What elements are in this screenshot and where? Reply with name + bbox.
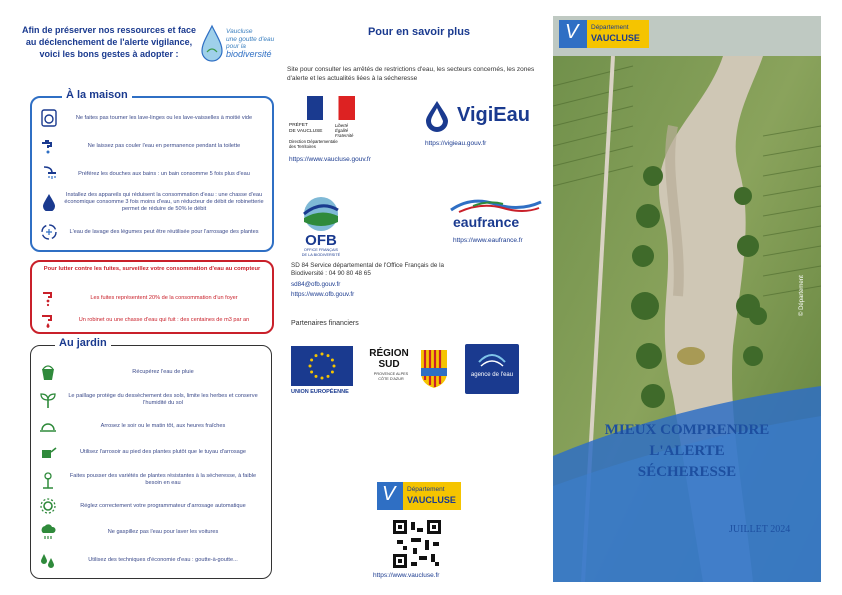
prefecture-motto: Fraternité: [335, 133, 354, 138]
eaufrance-name: eaufrance: [453, 214, 520, 230]
ofb-email[interactable]: sd84@ofb.gouv.fr: [291, 281, 341, 288]
ofb-globe-icon: [301, 196, 341, 232]
item-text: Un robinet ou une chasse d'eau qui fuit : des centaines de m3 par an: [78, 316, 250, 323]
watering-can-icon: [39, 443, 57, 461]
prefecture-motto: Égalité: [335, 128, 349, 133]
ofb-sub: DE LA BIODIVERSITÉ: [301, 252, 341, 257]
rain-cloud-icon: [39, 523, 57, 541]
partner-agence: [465, 344, 519, 394]
fuites-title: Pour lutter contre les fuites, surveillez votre consommation d'eau au compteur: [43, 266, 261, 272]
list-item: [40, 186, 264, 218]
panel-infos: [285, 0, 553, 595]
maison-box: [30, 89, 274, 252]
item-text: Les fuites représentent 20% de la consommation d'un foyer: [90, 294, 238, 301]
item-text: Utilisez l'arrosoir au pied des plantes plutôt que le tuyau d'arrosage: [79, 448, 246, 455]
list-item: [39, 518, 263, 546]
panel2-intro: Site pour consulter les arrêtés de restrictions d'eau, les secteurs concernés, les zones d'alerte et les actualités liées à la sécheresse: [287, 66, 535, 82]
shower-icon: [40, 165, 58, 183]
cover-title: [563, 420, 811, 483]
partner-eu: [291, 346, 353, 400]
intro-text: Afin de préserver nos ressources et face au déclenchement de l'alerte vigilance, voici les bons gestes à adopter :: [21, 25, 197, 59]
sunset-icon: [39, 417, 57, 435]
list-item: [39, 438, 263, 466]
prefecture-line: DE VAUCLUSE: [289, 128, 323, 134]
recycle-icon: [40, 223, 58, 241]
item-text: Utilisez des techniques d'économie d'eau : goutte-à-goutte...: [88, 556, 238, 563]
water-drop-logo-icon: [200, 24, 224, 64]
list-item: [40, 306, 264, 334]
panel2-title: Pour en savoir plus: [367, 26, 471, 38]
sprout-icon: [39, 391, 57, 409]
list-item: [39, 546, 263, 574]
eaufrance-wave-icon: [449, 198, 545, 214]
logo-line: Vaucluse: [226, 28, 253, 35]
list-item: [40, 132, 264, 160]
list-item: [39, 492, 263, 520]
eu-stars-icon: [307, 351, 337, 381]
list-item: [40, 160, 264, 188]
photo-credit: © Département: [799, 275, 805, 316]
cover-title-line: L'ALERTE: [649, 443, 725, 459]
department-logo: V Département VAUCLUSE: [377, 482, 461, 510]
logo-line: une goutte d'eau: [226, 35, 275, 43]
ofb-link[interactable]: https://www.ofb.gouv.fr: [291, 291, 355, 298]
partner-name: RÉGION SUD: [369, 348, 409, 370]
vigieau-logo: [423, 100, 543, 132]
list-item: [39, 358, 263, 386]
prefecture-caption: des Territoires: [289, 144, 316, 149]
item-text: L'eau de lavage des légumes peut être réutilisée pour l'arrosage des plantes: [69, 228, 259, 235]
partners-title: Partenaires financiers: [291, 320, 359, 327]
prefecture-motto: Liberté: [335, 123, 349, 128]
list-item: [39, 412, 263, 440]
ofb-logo: [291, 196, 351, 258]
cover-department-logo: V Département VAUCLUSE: [559, 20, 649, 48]
region-shield-icon: [419, 348, 449, 388]
partner-name: agence de l'eau: [470, 372, 514, 378]
vigieau-name: VigiEau: [457, 104, 530, 126]
logo-line: biodiversité: [226, 48, 272, 59]
ofb-text: SD 84 Service départemental de l'Office Français de la Biodiversité : 04 90 80 48 65: [291, 262, 444, 277]
item-text: Faites pousser des variétés de plantes résistantes à la sécheresse, à faible besoin en eau: [69, 473, 257, 486]
qr-code: [393, 520, 441, 568]
washing-machine-icon: [40, 109, 58, 127]
eaufrance-logo: [447, 198, 547, 234]
vigieau-drop-icon: [423, 100, 451, 132]
partner-name: UNION EUROPÉENNE: [291, 389, 349, 395]
dripping-tap-icon: [40, 311, 58, 329]
list-item: [40, 218, 264, 246]
eaufrance-link[interactable]: https://www.eaufrance.fr: [453, 237, 523, 244]
item-text: Ne laissez pas couler l'eau en permanence pendant la toilette: [87, 142, 241, 149]
gear-icon: [39, 497, 57, 515]
prefecture-caption: Direction Départementale: [289, 139, 338, 144]
prefecture-link[interactable]: https://www.vaucluse.gouv.fr: [289, 156, 371, 163]
item-text: Le paillage protège du dessèchement des sols, limite les herbes et conserve l'humidité du sol: [68, 393, 258, 406]
dept-line: VAUCLUSE: [591, 33, 640, 43]
item-text: Ne faites pas tourner les lave-linges ou les lave-vaisselles à moitié vide: [75, 114, 253, 121]
prefecture-line: PRÉFET: [289, 123, 308, 128]
partner-region: [361, 346, 451, 396]
cover-title-line: MIEUX COMPRENDRE: [604, 422, 770, 438]
maison-title: À la maison: [62, 89, 132, 101]
drops-icon: [39, 551, 57, 569]
list-item: [39, 386, 263, 414]
biodiversity-logo: [200, 22, 278, 70]
logo-line: pour la: [226, 43, 246, 50]
item-text: Réglez correctement votre programmateur d'arrosage automatique: [80, 502, 246, 509]
list-item: [39, 466, 263, 494]
item-text: Récupérez l'eau de pluie: [132, 368, 194, 375]
prefecture-logo: [289, 96, 399, 150]
vaucluse-link[interactable]: https://www.vaucluse.fr: [373, 572, 440, 579]
dept-line: Département: [591, 24, 629, 31]
list-item: [40, 104, 264, 132]
cover-date: JUILLET 2024: [729, 524, 791, 535]
fuites-box: [30, 260, 274, 334]
ofb-sub: OFFICE FRANÇAIS: [303, 248, 339, 252]
cover-title-line: SÉCHERESSE: [637, 464, 737, 480]
water-drop-icon: [40, 193, 58, 211]
leak-icon: [40, 289, 58, 307]
item-text: Ne gaspillez pas l'eau pour laver les voitures: [107, 528, 219, 535]
item-text: Installez des appareils qui réduisent la consommation d'eau : une chasse d'eau économique consomme 3 fois moins d'eau, un réducteur de débit de robinetterie permet de réduire de 50% le débit: [64, 191, 264, 212]
jardin-box: [30, 337, 272, 579]
panel-gestes: [20, 0, 282, 595]
vigieau-link[interactable]: https://vigieau.gouv.fr: [425, 140, 487, 147]
ofb-name: OFB: [305, 232, 337, 249]
agence-wave-icon: [477, 348, 507, 370]
tap-icon: [40, 137, 58, 155]
plant-icon: [39, 471, 57, 489]
item-text: Préférez les douches aux bains : un bain consomme 5 fois plus d'eau: [78, 170, 250, 177]
dept-line: VAUCLUSE: [407, 495, 456, 505]
jardin-title: Au jardin: [55, 337, 111, 349]
dept-line: Département: [407, 486, 445, 493]
panel-cover: [553, 16, 821, 582]
aerial-river-photo: [553, 16, 821, 582]
item-text: Arrosez le soir ou le matin tôt, aux heures fraîches: [100, 422, 226, 429]
bucket-icon: [39, 363, 57, 381]
partner-sub: PROVENCE ALPES CÔTE D'AZUR: [373, 372, 409, 381]
